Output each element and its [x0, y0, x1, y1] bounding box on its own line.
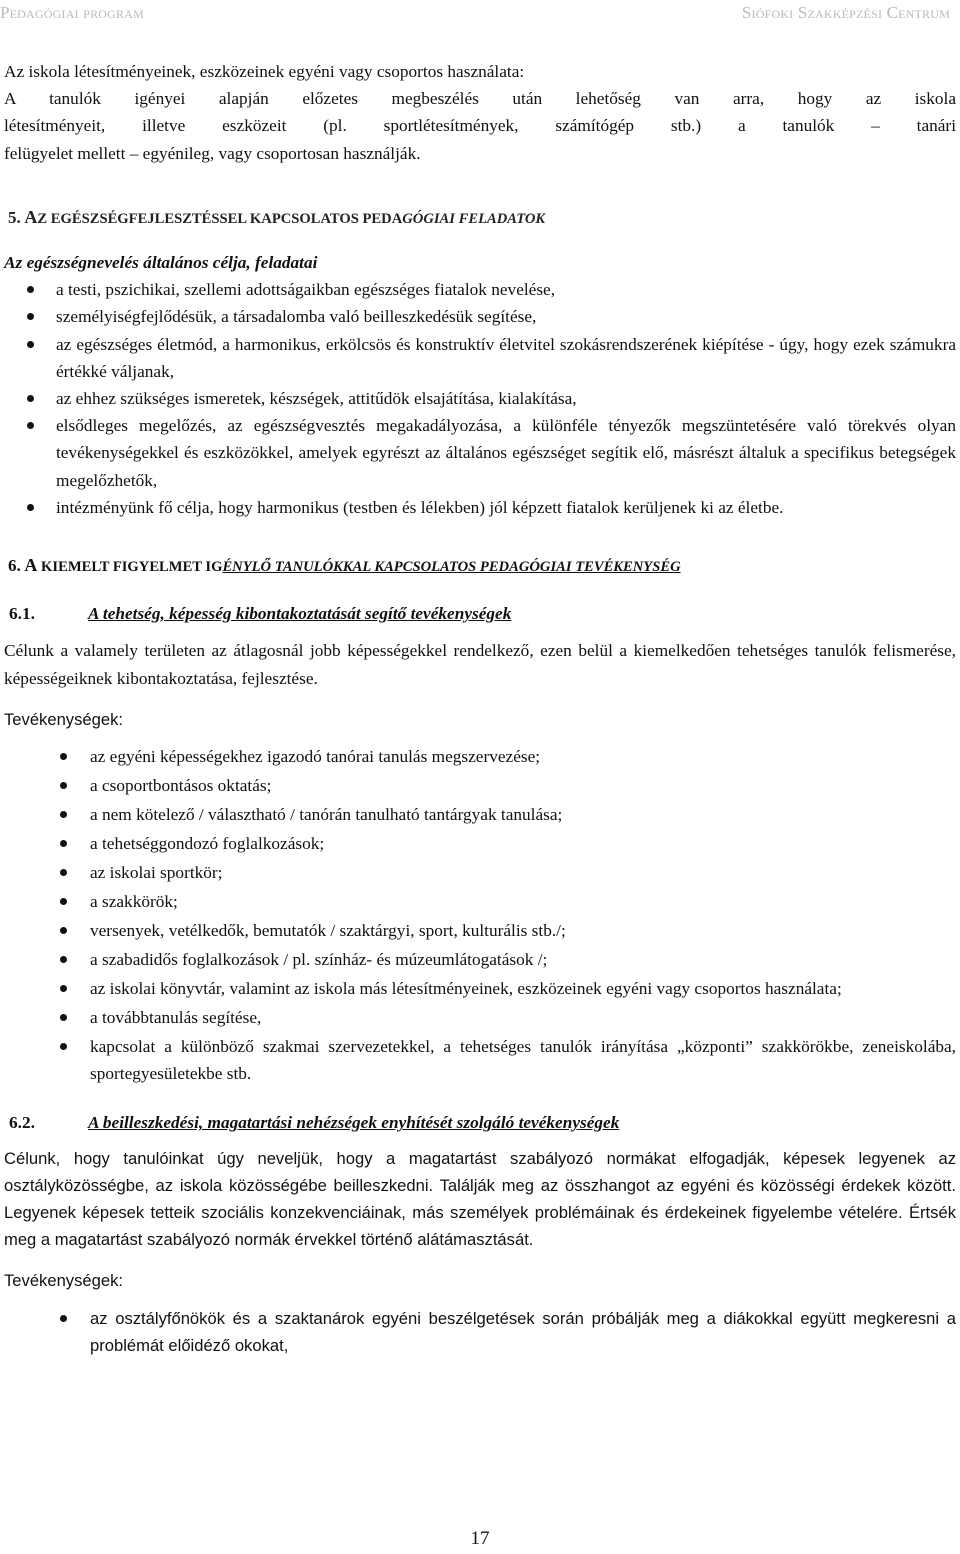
- section-6-title-plain: KIEMELT FIGYELMET IG: [37, 559, 223, 576]
- section-5-title-plain: Z EGÉSZSÉGFEJLESZTÉSSEL KAPCSOLATOS PEDA: [37, 210, 403, 227]
- list-item: az iskolai sportkör;: [4, 859, 956, 886]
- page-number: 17: [470, 1528, 490, 1549]
- list-item: a szakkörök;: [4, 888, 956, 915]
- section-6-2-heading: [4, 1109, 956, 1136]
- section-6-2-paragraph: Célunk, hogy tanulóinkat úgy neveljük, hogy a magatartást szabályozó normákat elfogadják, képesek legyenek az osztályközösségbe, az iskola közösségébe beilleszkedni. Találják meg az összhangot az egyéni és közösségi érdekek között. Legyenek képesek tetteik szociális konzekvenciáinak, más személyek problémáinak és érdekeinek figyelembe vételére. Értsék meg a magatartást szabályozó normák érvekkel történő alátámasztását.: [4, 1148, 956, 1250]
- section-6-number: 6.: [8, 556, 21, 576]
- page-header: [0, 0, 960, 30]
- section-5-title-italic: GÓGIAI FELADATOK: [402, 210, 546, 227]
- intro-line-2: A tanulók igényei alapján előzetes megbeszélés után lehetőség van arra, hogy az iskola: [4, 89, 956, 109]
- intro-title: Az iskola létesítményeinek, eszközeinek egyéni vagy csoportos használata:: [4, 62, 525, 81]
- list-item: elsődleges megelőzés, az egészségvesztés megakadályozása, a különféle tényezők megszüntetésére való törekvés olyan tevékenységekkel és eszközökkel, amelyek egyrészt az általános egészséget segítik elő, másrészt általuk a specifikus betegségek megelőzhetők,: [4, 412, 956, 494]
- section-5-cap: A: [24, 206, 38, 227]
- list-item: a csoportbontásos oktatás;: [4, 772, 956, 799]
- section-6-1-paragraph: Célunk a valamely területen az átlagosnál jobb képességekkel rendelkező, ezen belül a kiemelkedően tehetséges tanulók felismerése, képességeiknek kibontakoztatása, fejlesztése.: [4, 641, 956, 688]
- section-6-1-title: A tehetség, képesség kibontakoztatását segítő tevékenységek: [88, 604, 512, 624]
- header-left-title: Pedagógiai program: [0, 3, 144, 22]
- list-item: az ehhez szükséges ismeretek, készségek, attitűdök elsajátítása, kialakítása,: [4, 385, 956, 412]
- section-6-2-bullet-list: [4, 1305, 956, 1359]
- section-6-2-activities-label: Tevékenységek:: [4, 1271, 123, 1291]
- list-item: a testi, pszichikai, szellemi adottságaikban egészséges fiatalok nevelése,: [4, 276, 956, 303]
- section-5-heading: [4, 204, 956, 233]
- list-item: az egyéni képességekhez igazodó tanórai tanulás megszervezése;: [4, 743, 956, 770]
- header-right-title: Siófoki Szakképzési Centrum: [741, 3, 950, 22]
- list-item: az egészséges életmód, a harmonikus, erkölcsös és konstruktív életvitel szokásrendszerének kiépítése - úgy, hogy ezek számukra értékké váljanak,: [4, 331, 956, 385]
- list-item: az osztályfőnökök és a szaktanárok egyéni beszélgetések során próbálják meg a diákokkal együtt megkeresni a problémát előidéző okokat,: [4, 1305, 956, 1359]
- section-6-heading: [4, 552, 956, 581]
- intro-block: [4, 58, 956, 167]
- list-item: a nem kötelező / választható / tanórán tanulható tantárgyak tanulása;: [4, 801, 956, 828]
- section-6-1-bullet-list: [4, 743, 956, 1087]
- list-item: intézményünk fő célja, hogy harmonikus (testben és lélekben) jól képzett fiatalok kerüljenek ki az életbe.: [4, 494, 956, 521]
- list-item: a szabadidős foglalkozások / pl. színház- és múzeumlátogatások /;: [4, 946, 956, 973]
- list-item: a tehetséggondozó foglalkozások;: [4, 830, 956, 857]
- page-body: [4, 58, 956, 1361]
- section-6-title-italic: ÉNYLŐ TANULÓKKAL KAPCSOLATOS PEDAGÓGIAI TEVÉKENYSÉG: [222, 559, 681, 576]
- list-item: személyiségfejlődésük, a társadalomba való beilleszkedésük segítése,: [4, 303, 956, 330]
- section-5-subtitle: Az egészségnevelés általános célja, feladatai: [4, 253, 318, 273]
- list-item: a továbbtanulás segítése,: [4, 1004, 956, 1031]
- section-6-2-title: A beilleszkedési, magatartási nehézségek enyhítését szolgáló tevékenységek: [88, 1113, 620, 1133]
- list-item: az iskolai könyvtár, valamint az iskola más létesítményeinek, eszközeinek egyéni vagy csoportos használata;: [4, 975, 956, 1002]
- section-6-cap: A: [24, 555, 38, 576]
- section-5-bullet-list: [4, 276, 956, 521]
- section-6-1-number: 6.1.: [9, 604, 35, 624]
- section-6-1-activities-label: Tevékenységek:: [4, 709, 123, 729]
- section-6-2-number: 6.2.: [9, 1113, 35, 1133]
- list-item: kapcsolat a különböző szakmai szervezetekkel, a tehetséges tanulók irányítása „központi” szakkörökbe, zeneiskolába, sportegyesületekbe stb.: [4, 1033, 956, 1087]
- intro-line-4: felügyelet mellett – egyénileg, vagy csoportosan használják.: [4, 143, 421, 163]
- section-6-1-heading: [4, 600, 956, 627]
- section-5-number: 5.: [8, 207, 21, 227]
- list-item: versenyek, vetélkedők, bemutatók / szaktárgyi, sport, kulturális stb./;: [4, 917, 956, 944]
- intro-line-3: létesítményeit, illetve eszközeit (pl. sportlétesítmények, számítógép stb.) a tanulók – tanári: [4, 116, 956, 136]
